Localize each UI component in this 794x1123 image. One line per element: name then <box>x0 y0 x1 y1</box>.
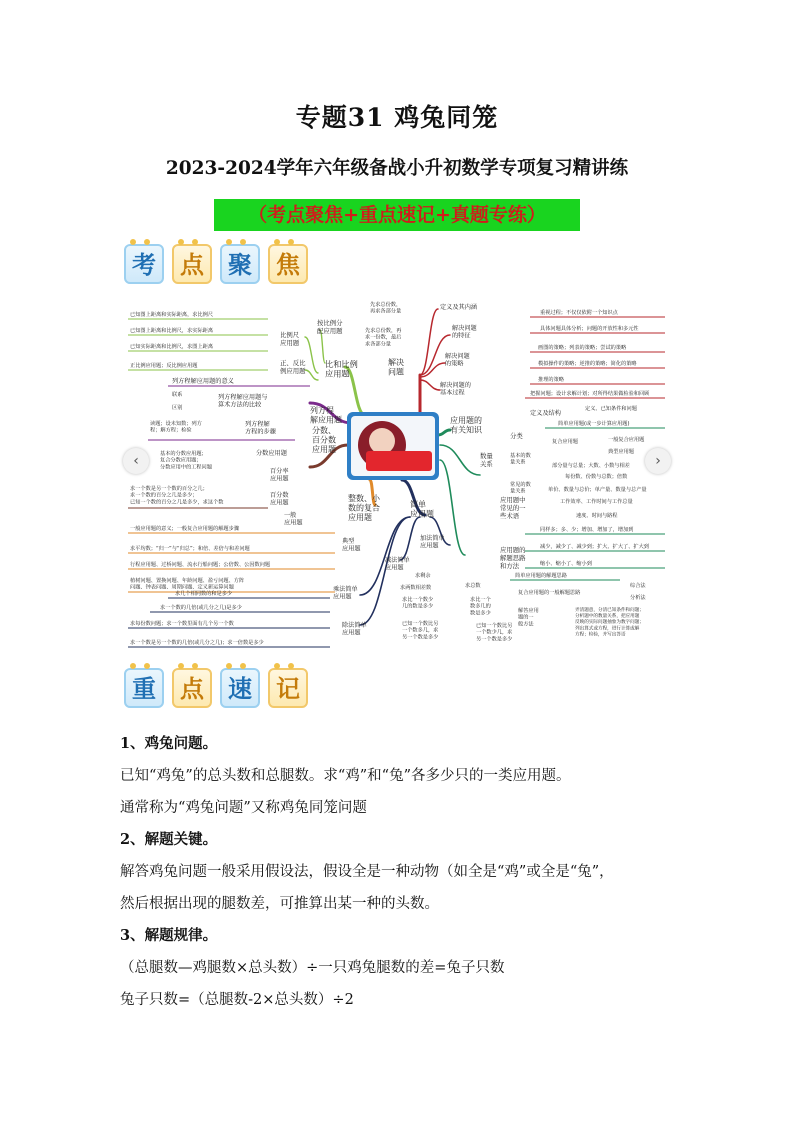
branch-title: 问题 <box>388 367 404 377</box>
note-paragraph: 已知“鸡兔”的总头数和总腿数。求“鸡”和“兔”各多少只的一类应用题。 <box>120 768 571 784</box>
leaf-text: 求一个数是另一个数的百分之几； <box>130 486 208 492</box>
node-title: 解决问题 <box>445 353 470 360</box>
node-title: 应用题 <box>284 519 303 527</box>
note-formula: 兔子只数=（总腿数-2×总头数）÷2 <box>120 992 354 1008</box>
next-arrow-icon[interactable]: › <box>645 448 671 474</box>
branch-title: 百分数 <box>312 435 336 445</box>
leaf-text: 缩小、缩小了、缩小到 <box>540 561 592 567</box>
branch-title: 整数、小 <box>348 494 380 503</box>
leaf-text: 数多几的 <box>470 603 491 610</box>
leaf-text: 解答应用 <box>518 608 539 614</box>
leaf-text: 列出算式或方程，进行计算或解 <box>575 626 640 632</box>
leaf-text: 减少，减少了、减少到；扩大、扩大了、扩大到 <box>540 544 649 550</box>
heading-tile: 记 <box>268 668 308 708</box>
leaf-text: 具体问题具体分析；问题的开放性和多元性 <box>540 326 639 332</box>
leaf-text: 基本的分数应用题； <box>160 451 207 457</box>
node-title: 定义及结构 <box>530 410 561 417</box>
node-title: 一般 <box>284 512 297 519</box>
leaf-text: 简单应用题的解题思路 <box>515 573 567 579</box>
mindmap-connector <box>420 380 440 390</box>
prev-arrow-icon[interactable]: ‹ <box>123 448 149 474</box>
leaf-text: 简单应用题(或一步计算应用题) <box>558 421 630 427</box>
leaf-text: 数是多少 <box>470 610 491 617</box>
leaf-text: 反映的实际问题抽象为数字问题； <box>575 620 644 626</box>
note-heading-2: 2、解题关键。 <box>120 831 218 848</box>
leaf-text: 题的一 <box>518 614 534 621</box>
node-title: 数量 <box>480 452 493 460</box>
node-title: 配应用题 <box>317 326 343 335</box>
mindmap-connector <box>420 309 438 375</box>
leaf-text: 求一个数的几倍(或几分之几)是多少 <box>160 605 242 611</box>
leaf-text: 常见的数 <box>510 482 531 488</box>
leaf-text: 先求总份数， <box>370 302 402 308</box>
branch-title: 分数、 <box>312 426 336 435</box>
leaf-text: 已知一个数比另 <box>476 623 513 629</box>
leaf-text: 求比一个数少 <box>402 597 434 603</box>
heading-tile: 重 <box>124 668 164 708</box>
leaf-text: 列方程解应用题与 <box>218 394 268 401</box>
leaf-text: 求每份数问题；求一个数里面有几个另一个数 <box>130 621 234 627</box>
leaf-text: 弄清题意，分清已知条件和问题； <box>575 608 644 613</box>
leaf-text: 重视过程；不仅仅依附一个知识点 <box>540 310 618 316</box>
leaf-text: 典型应用题 <box>608 449 634 455</box>
center-node <box>347 412 439 480</box>
node-title: 应用题 <box>333 593 352 601</box>
node-title: 应用题 <box>342 545 361 553</box>
node-title: 应用题 <box>342 629 361 637</box>
node-title: 解决问题的 <box>440 382 471 389</box>
leaf-text: 工作效率、工作时间与工作总量 <box>560 499 633 505</box>
leaf-text: 速度、时间与路程 <box>576 513 618 519</box>
leaf-text: 另一个数是多少 <box>476 636 513 643</box>
node-title: 的特征 <box>452 332 471 340</box>
note-heading-1: 1、鸡兔问题。 <box>120 735 218 752</box>
leaf-text: 画图的策略；列表的策略；尝试的策略 <box>538 345 627 351</box>
node-title: 加法简单 <box>420 535 445 542</box>
leaf-text: 求两数相差数 <box>400 585 432 591</box>
branch-title: 应用题 <box>410 509 434 519</box>
leaf-text: 模拟操作的策略；逆推的策略；简化的策略 <box>538 361 637 367</box>
leaf-text: 求剩余 <box>415 573 431 579</box>
leaf-text: 问题、钟表问题、周期问题、定义新运算问题 <box>130 584 234 591</box>
leaf-text: 先求总份数，再 <box>365 328 402 334</box>
heading-tile: 聚 <box>220 244 260 284</box>
branch-title: 简单 <box>410 500 426 509</box>
leaf-text: 部分量与总量；大数、小数与相差 <box>552 463 630 469</box>
leaf-text: 读题；设未知数；列方 <box>150 421 202 427</box>
leaf-text: 复合应用题的一般解题思路 <box>518 590 581 596</box>
mindmap-connector <box>438 430 450 435</box>
note-paragraph: 解答鸡兔问题一般采用假设法，假设全是一种动物（如全是“鸡”或全是“兔”， <box>120 864 614 880</box>
node-title: 典型 <box>342 538 355 545</box>
kaodian-heading <box>124 244 308 284</box>
branch-title: 数的复合 <box>348 503 380 513</box>
leaf-text: 一个数少几，求 <box>476 629 513 636</box>
leaf-text: 复合应用题 <box>552 439 578 445</box>
leaf-text: 正比例应用题；反比例应用题 <box>130 363 198 369</box>
node-title: 应用题 <box>270 499 289 507</box>
heading-tile: 点 <box>172 244 212 284</box>
node-title: 按比例分 <box>317 319 343 327</box>
leaf-text: 一个数多几，求 <box>402 627 439 634</box>
mindmap-connector <box>360 517 410 595</box>
node-title: 应用题中 <box>500 496 526 504</box>
note-formula: （总腿数—鸡腿数×总头数）÷一只鸡兔腿数的差=兔子只数 <box>120 960 505 976</box>
leaf-text: 程；解方程；检验 <box>150 427 192 434</box>
leaf-text: 行程应用题、过桥问题、流水行船问题；公倍数、公因数问题 <box>130 562 271 568</box>
zhongdian-heading <box>124 668 308 708</box>
node-title: 的策略 <box>445 360 464 368</box>
node-title: 些术语 <box>500 511 520 520</box>
leaf-text: 一般应用题的意义；一般复合应用题的解题步骤 <box>130 526 239 532</box>
node-title: 定义及其内涵 <box>440 304 478 311</box>
leaf-text: 列方程解 <box>245 421 270 428</box>
notes-body <box>120 728 740 1016</box>
mindmap-connector <box>400 517 420 560</box>
leaf-text: 已知实际距离和比例尺，求图上距离 <box>130 344 214 350</box>
leaf-text: 求一个数的百分之几是多少； <box>130 492 198 499</box>
node-title: 乘法简单 <box>333 586 358 593</box>
leaf-text: 分析法 <box>630 595 646 601</box>
branch-title: 列方程 <box>310 406 334 415</box>
node-title: 和方法 <box>500 561 520 570</box>
branch-title: 有关知识 <box>450 425 482 435</box>
node-title: 关系 <box>480 459 493 468</box>
leaf-text: 已知一个数比另 <box>402 621 439 627</box>
page-subtitle: 2023-2024学年六年级备战小升初数学专项复习精讲练 <box>165 158 629 179</box>
leaf-text: 同样多；多、少；增加、增加了，增加到 <box>540 527 634 533</box>
leaf-text: 量关系 <box>510 488 526 495</box>
heading-tile: 考 <box>124 244 164 284</box>
node-title: 除法简单 <box>342 622 367 629</box>
node-title: 比例尺 <box>280 331 300 339</box>
node-title: 应用题 <box>385 564 404 572</box>
leaf-text: 单价、数量与总价；单产量、数量与总产量 <box>548 487 647 493</box>
leaf-text: 求一份数，最后 <box>365 334 402 341</box>
node-title: 分类 <box>510 432 523 440</box>
leaf-text: 几的数是多少 <box>402 603 434 610</box>
branch-title: 应用题 <box>312 445 336 454</box>
leaf-text: 列方程解应用题的意义 <box>172 378 234 385</box>
leaf-text: 已知图上距离和比例尺，求实际距离 <box>130 328 214 334</box>
node-title: 百分数 <box>270 492 289 499</box>
branch-title: 应用题 <box>325 368 350 379</box>
heading-tile: 点 <box>172 668 212 708</box>
node-title: 正、反比 <box>280 359 306 367</box>
leaf-text: 已知图上距离和实际距离，求比例尺 <box>130 312 214 318</box>
note-paragraph: 通常称为“鸡兔问题”又称鸡兔同笼问题 <box>120 800 367 816</box>
node-title: 百分率 <box>270 468 289 475</box>
heading-tile: 速 <box>220 668 260 708</box>
branch-title: 解应用题 <box>310 415 342 425</box>
leaf-text: 另一个数是多少 <box>402 634 439 641</box>
branch-title: 应用题 <box>348 513 372 522</box>
leaf-text: 方程；检验，并写出答语 <box>575 632 626 638</box>
node-title: 分数应用题 <box>256 450 287 457</box>
mindmap-connector <box>305 337 318 373</box>
knowledge-mindmap <box>120 295 668 653</box>
node-title: 应用题 <box>280 338 300 347</box>
node-title: 解决问题 <box>452 325 477 332</box>
section-banner: （考点聚焦+重点速记+真题专练） <box>214 199 580 231</box>
leaf-text: 求比一个 <box>470 597 491 603</box>
leaf-text: 定义、已知条件和问题 <box>585 406 637 412</box>
leaf-text: 已知一个数的百分之几是多少，求这个数 <box>130 499 224 506</box>
branch-title: 解决 <box>388 358 404 367</box>
node-title: 常见的一 <box>500 503 526 512</box>
heading-tile: 焦 <box>268 244 308 284</box>
leaf-text: 基本的数 <box>510 453 531 459</box>
node-title: 应用题 <box>270 475 289 483</box>
leaf-text: 算术方法的比较 <box>218 401 262 409</box>
leaf-text: 区别 <box>172 405 183 411</box>
leaf-text: 再求各部分量 <box>370 308 402 315</box>
node-title: 解题思路 <box>500 553 526 562</box>
leaf-text: 综合法 <box>630 583 646 589</box>
leaf-text: 方程的步骤 <box>245 428 276 436</box>
leaf-text: 每份数、份数与总数；倍数 <box>565 474 628 480</box>
leaf-text: 量关系 <box>510 459 526 466</box>
leaf-text: 推理的策略 <box>538 377 564 383</box>
leaf-text: 求平均数；“归一”与“归总”；和倍、差倍与和差问题 <box>130 546 250 552</box>
leaf-text: 求总数 <box>465 583 481 589</box>
branch-title: 应用题的 <box>450 416 482 425</box>
leaf-text: 求一个数是另一个数的几倍(或几分之几)；求一倍数是多少 <box>130 640 264 646</box>
leaf-text: 分数应用中的工程问题 <box>160 464 212 471</box>
leaf-text: 复合分数应用题； <box>160 457 202 464</box>
leaf-text: 联系 <box>172 392 183 398</box>
note-heading-3: 3、解题规律。 <box>120 927 218 944</box>
node-title: 基本过程 <box>440 389 465 397</box>
leaf-text: 分析题中的数量关系，把应用题 <box>575 614 640 620</box>
leaf-text: 一般复合应用题 <box>608 437 645 443</box>
branch-title: 比和比例 <box>325 359 358 369</box>
note-paragraph: 然后根据出现的腿数差，可推算出某一种的头数。 <box>120 896 439 912</box>
leaf-text: 植树问题、置换问题、年龄问题、盈亏问题、方阵 <box>130 578 245 584</box>
node-title: 例应用题 <box>280 366 306 375</box>
leaf-text: 求各部分量 <box>365 341 391 348</box>
leaf-text: 求几个相同数的和是多少 <box>175 591 233 597</box>
page-title: 专题31 鸡兔同笼 <box>295 103 499 132</box>
node-title: 减法简单 <box>385 557 410 564</box>
node-title: 应用题的 <box>500 546 526 554</box>
leaf-text: 把握问题；设计求解计划；对所得结果做检验和回顾 <box>530 391 650 397</box>
leaf-text: 般方法 <box>518 621 534 628</box>
node-title: 应用题 <box>420 542 439 550</box>
